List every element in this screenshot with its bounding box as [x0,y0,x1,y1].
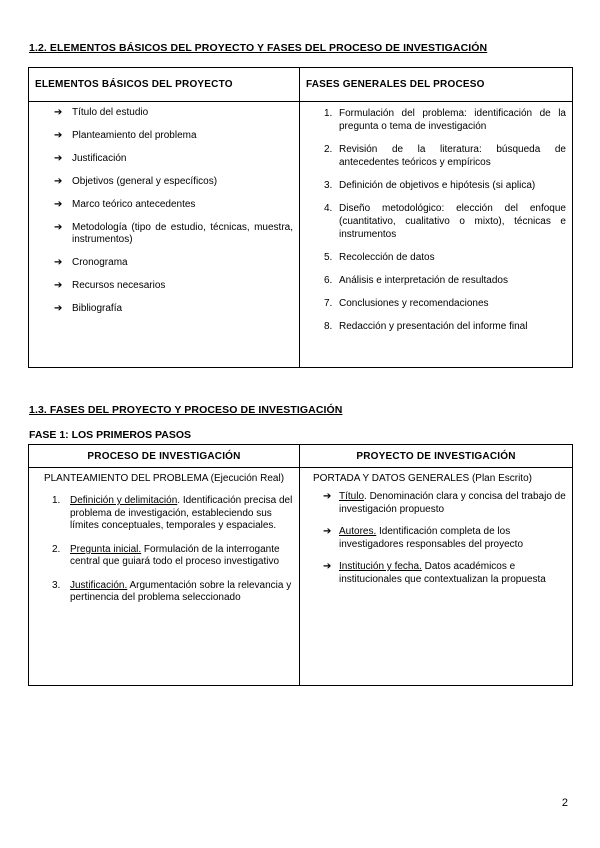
phase-number: 6. [324,275,333,286]
process-item [35,495,293,533]
element-item [35,107,293,119]
element-item [35,303,293,315]
phase-item [306,297,566,310]
elements-cell [29,102,300,368]
arrow-right-icon: ➔ [54,280,63,291]
project-term: Institución y fecha. [339,561,422,572]
phase-item [306,143,566,169]
project-list [306,491,566,586]
arrow-right-icon: ➔ [323,561,332,572]
element-text: Recursos necesarios [72,280,166,291]
element-item [35,176,293,188]
element-text: Cronograma [72,257,128,268]
phases-list [306,107,566,333]
phase-1-table [28,444,573,686]
process-text: Formulación de la interrogante central que guiará todo el proceso investigativo [70,543,280,567]
arrow-right-icon: ➔ [54,130,63,141]
element-item [35,130,293,142]
process-column-header: PROCESO DE INVESTIGACIÓN [29,445,300,468]
arrow-right-icon: ➔ [54,107,63,118]
process-term: Justificación. [70,579,128,591]
element-text: Bibliografía [72,303,123,314]
phase-number: 8. [324,321,333,332]
phase-number: 2. [324,144,333,155]
element-item [35,257,293,269]
arrow-right-icon: ➔ [54,222,63,233]
phase-text: Revisión de la literatura: búsqueda de antecedentes teóricos y empíricos [339,144,566,168]
phase-1-title: FASE 1: LOS PRIMEROS PASOS [29,429,192,441]
process-text: . Identificación precisa del problema de investigación, estableciendo sus límites conceptuales, temporales y espaciales. [70,495,293,531]
project-item [306,491,566,516]
element-text: Marco teórico antecedentes [72,199,196,210]
phase-text: Definición de objetivos e hipótesis (si aplica) [339,180,536,191]
phase-text: Recolección de datos [339,252,435,263]
element-item [35,153,293,165]
elements-list [35,107,293,315]
phase-item [306,202,566,241]
phase-item [306,320,566,333]
phase-number: 4. [324,203,333,214]
process-item [35,580,293,605]
process-number: 1. [52,495,61,506]
process-number: 3. [52,579,61,591]
element-text: Justificación [72,153,127,164]
arrow-right-icon: ➔ [323,491,332,502]
arrow-right-icon: ➔ [54,153,63,164]
phases-column-header: FASES GENERALES DEL PROCESO [300,68,573,102]
phase-number: 3. [324,180,333,191]
phase-number: 5. [324,252,333,263]
elements-phases-table [28,67,573,368]
arrow-right-icon: ➔ [54,303,63,314]
phase-text: Análisis e interpretación de resultados [339,275,508,286]
project-cell [300,468,573,686]
element-text: Metodología (tipo de estudio, técnicas, muestra, instrumentos) [72,222,293,245]
phase-text: Conclusiones y recomendaciones [339,298,489,309]
phase-number: 7. [324,298,333,309]
phase-text: Formulación del problema: identificación de la pregunta o tema de investigación [339,108,566,132]
element-text: Planteamiento del problema [72,130,197,141]
project-column-header: PROYECTO DE INVESTIGACIÓN [300,445,573,468]
phases-cell [300,102,573,368]
process-text: Argumentación sobre la relevancia y pertinencia del problema seleccionado [70,579,292,603]
process-number: 2. [52,543,61,555]
phase-item [306,251,566,264]
element-text: Objetivos (general y específicos) [72,176,218,187]
elements-column-header: ELEMENTOS BÁSICOS DEL PROYECTO [29,68,300,102]
section-1-3-title: 1.3. FASES DEL PROYECTO Y PROCESO DE INVESTIGACIÓN [29,404,343,416]
element-item [35,280,293,292]
page-number: 2 [561,797,568,809]
element-text: Título del estudio [72,107,149,118]
arrow-right-icon: ➔ [54,257,63,268]
project-subtitle: PORTADA Y DATOS GENERALES (Plan Escrito) [313,473,532,484]
process-term: Pregunta inicial. [70,543,142,555]
process-subtitle: PLANTEAMIENTO DEL PROBLEMA (Ejecución Real) [43,473,285,484]
phase-item [306,179,566,192]
element-item [35,199,293,211]
project-term: Título [339,491,365,502]
project-text: . Denominación clara y concisa del trabajo de investigación propuesto [339,491,566,515]
arrow-right-icon: ➔ [323,526,332,537]
phase-item [306,274,566,287]
project-term: Autores. [339,526,377,537]
project-item [306,561,566,586]
element-item [35,222,293,246]
phase-item [306,107,566,133]
arrow-right-icon: ➔ [54,176,63,187]
phase-number: 1. [324,108,333,119]
phase-text: Redacción y presentación del informe final [339,321,528,332]
project-text: Datos académicos e institucionales que contextualizan la propuesta [339,561,546,585]
section-1-2-title: 1.2. ELEMENTOS BÁSICOS DEL PROYECTO Y FASES DEL PROCESO DE INVESTIGACIÓN [29,42,488,54]
arrow-right-icon: ➔ [54,199,63,210]
process-item [35,544,293,569]
process-term: Definición y delimitación [70,495,178,506]
process-list [35,495,293,605]
project-text: Identificación completa de los investigadores responsables del proyecto [339,526,523,550]
project-item [306,526,566,551]
phase-text: Diseño metodológico: elección del enfoque (cuantitativo, cualitativo o mixto), técnicas e instrumentos [339,203,566,240]
process-cell [29,468,300,686]
